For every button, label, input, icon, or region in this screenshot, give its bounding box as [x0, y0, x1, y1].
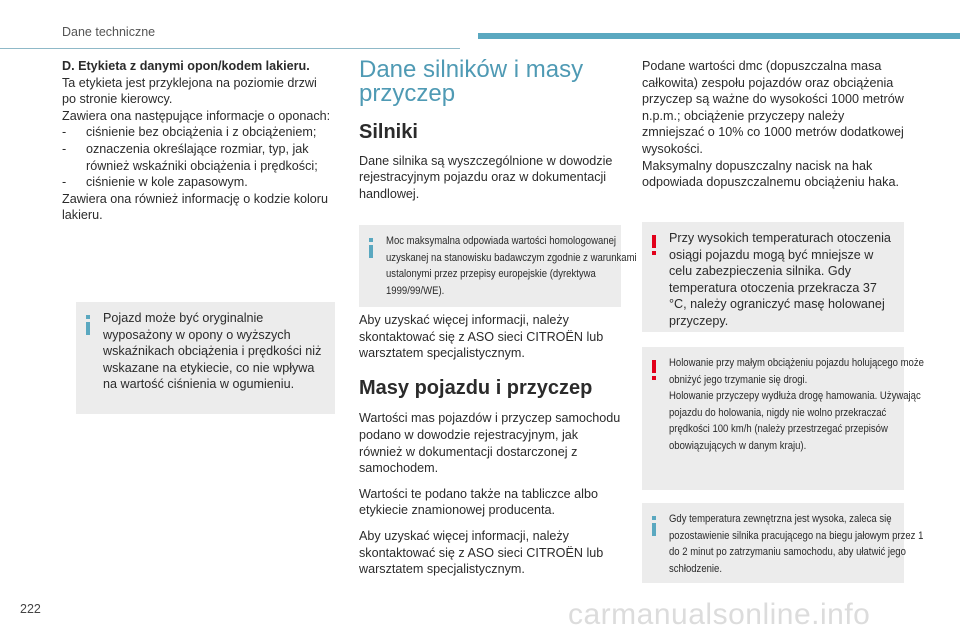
warning-box-text: Przy wysokich temperaturach otoczenia osiągi pojazdu mogą być mniejsze w celu zabezpieczenia silnika. Gdy temperatura otoczenia przekracza 37 °C, należy ograniczyć masę holowanej przyczepy.: [669, 231, 891, 328]
page-number: 222: [20, 602, 41, 616]
column-right: [642, 58, 904, 191]
column-middle-lower: [359, 312, 621, 578]
info-box-text: Moc maksymalna odpowiada wartości homologowanej uzyskanej na stanowisku badawczym zgodnie z warunkami ustalonymi przez przepisy europejskie (dyrektywa 1999/99/WE).: [386, 235, 637, 297]
info-icon: [366, 237, 382, 259]
header-accent-bar: [478, 33, 960, 39]
engines-text: Dane silnika są wyszczególnione w dowodzie rejestracyjnym pojazdu oraz w dokumentacji handlowej.: [359, 153, 613, 201]
info-icon: [649, 515, 665, 537]
warning-box-temperature: [642, 222, 904, 332]
towbar-load-text: Maksymalny dopuszczalny nacisk na hak odpowiada dopuszczalnemu obciążeniu haka.: [642, 158, 899, 190]
label-title: D. Etykieta z danymi opon/kodem lakieru.: [62, 59, 310, 73]
watermark-text: carmanualsonline.info: [568, 598, 871, 631]
warning-box-text: [669, 355, 928, 455]
tyre-info-list: [62, 124, 334, 190]
list-item: - ciśnienie w kole zapasowym.: [62, 175, 248, 190]
warning-icon: [649, 234, 665, 256]
label-contents-intro: Zawiera ona następujące informacje o oponach:: [62, 108, 331, 123]
aso-contact-text-2: Aby uzyskać więcej informacji, należy skontaktować się z ASO sieci CITROËN lub warsztatem specjalistycznym.: [359, 528, 604, 577]
list-item: - ciśnienie bez obciążenia i z obciążeniem;: [62, 125, 317, 140]
heading-masses: Masy pojazdu i przyczep: [359, 376, 593, 399]
warning-text-braking: Holowanie przyczepy wydłuża drogę hamowania. Używając pojazdu do holowania, nigdy nie wolno przekraczać prędkości 100 km/h (należy przestrzegać przepisów obowiązujących w danym kraju).: [669, 390, 921, 452]
warning-icon: [649, 359, 665, 381]
aso-contact-text: Aby uzyskać więcej informacji, należy skontaktować się z ASO sieci CITROËN lub warsztatem specjalistycznym.: [359, 313, 604, 361]
paint-code-note: Zawiera ona również informację o kodzie koloru lakieru.: [62, 191, 328, 223]
column-middle: [359, 58, 621, 202]
info-icon: [83, 314, 99, 336]
info-box-text: Gdy temperatura zewnętrzna jest wysoka, zaleca się pozostawienie silnika pracującego na biegu jałowym przez 1 do 2 minut po zatrzymaniu samochodu, aby ułatwić jego schłodzenie.: [669, 513, 924, 575]
section-title: Dane silników i masy przyczep: [359, 56, 584, 107]
column-left: [62, 58, 334, 224]
header-rule: [0, 48, 460, 49]
masses-text-1: Wartości mas pojazdów i przyczep samochodu podano w dowodzie rejestracyjnym, jak również w dokumentacji dostarczonej z samochodem.: [359, 411, 621, 476]
label-location: Ta etykieta jest przyklejona na poziomie drzwi po stronie kierowcy.: [62, 75, 317, 107]
warning-text-roadholding: Holowanie przy małym obciążeniu pojazdu holującego może obniżyć jego trzymanie się drogi.: [669, 357, 924, 386]
heading-engines: Silniki: [359, 121, 418, 143]
warning-box-towing: [642, 347, 924, 490]
running-header: Dane techniczne: [62, 25, 156, 39]
weights-validity-text: Podane wartości dmc (dopuszczalna masa całkowita) zespołu pojazdów oraz obciążenia przyczep są ważne do wysokości 1000 metrów n.p.m.; obciążenie przyczepy należy zmniejszać o 10% co 1000 metrów dodatkowej wysokości.: [642, 59, 904, 156]
masses-text-2: Wartości te podano także na tabliczce albo etykiecie znamionowej producenta.: [359, 486, 598, 518]
list-item: - oznaczenia określające rozmiar, typ, jak również wskaźniki obciążenia i prędkości;: [62, 141, 318, 173]
info-box-text: Pojazd może być oryginalnie wyposażony w opony o wyższych wskaźnikach obciążenia i prędkości niż wskazane na etykiecie, co nie wpływa na wartość ciśnienia w ogumieniu.: [103, 311, 322, 392]
info-box-tyres: [76, 302, 335, 414]
info-box-cooling: [642, 503, 924, 583]
info-box-power: [359, 225, 637, 307]
